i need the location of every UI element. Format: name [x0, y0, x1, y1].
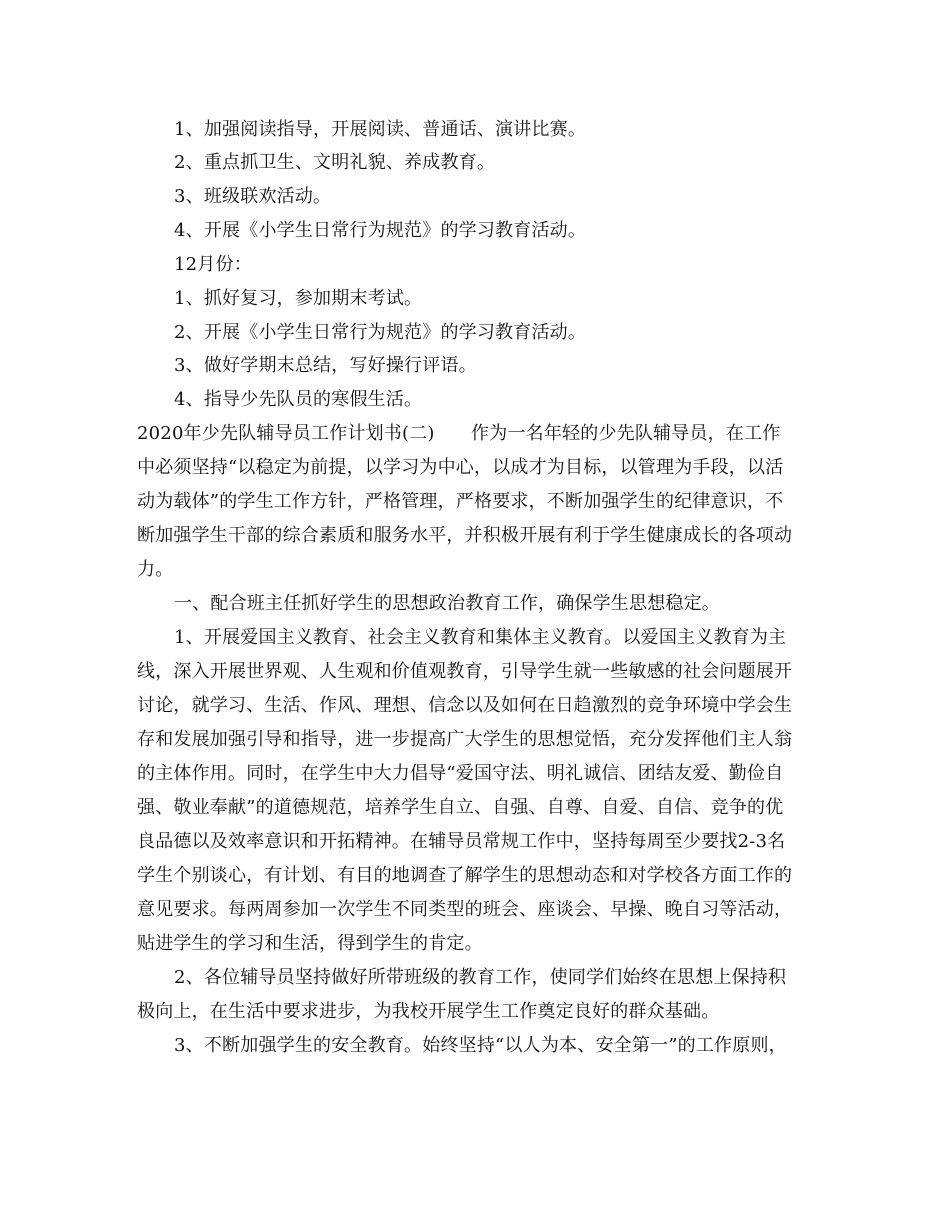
- plan-item-norms-education: 4、开展《小学生日常行为规范》的学习教育活动。: [174, 220, 587, 241]
- plan-item-winter-break: 4、指导少先队员的寒假生活。: [174, 389, 423, 410]
- body-text-line: 的主体作用。同时，在学生中大力倡导“爱国守法、明礼诚信、团结友爱、勤俭自: [137, 763, 784, 784]
- body-text-line: 力。: [137, 559, 174, 580]
- plan-title-line: 2020年少先队辅导员工作计划书(二) 作为一名年轻的少先队辅导员，在工作: [137, 423, 781, 444]
- body-text-line: 断加强学生干部的综合素质和服务水平，并积极开展有利于学生健康成长的各项动: [137, 525, 793, 546]
- body-text-line: 中必须坚持“以稳定为前提，以学习为中心，以成才为目标，以管理为手段，以活: [137, 457, 784, 478]
- plan-item-class-party: 3、班级联欢活动。: [174, 186, 332, 207]
- body-text-line: 强、敬业奉献”的道德规范，培养学生自立、自强、自尊、自爱、自信、竞争的优: [137, 797, 784, 818]
- plan-item-summary: 3、做好学期末总结，写好操行评语。: [174, 355, 477, 376]
- month-heading-december: 12月份：: [174, 254, 252, 275]
- plan-item-review: 1、抓好复习，参加期末考试。: [174, 288, 423, 309]
- body-text-line: 线，深入开展世界观、人生观和价值观教育，引导学生就一些敏感的社会问题展开: [137, 661, 793, 682]
- body-text-line: 1、开展爱国主义教育、社会主义教育和集体主义教育。以爱国主义教育为主: [174, 627, 787, 648]
- body-text-line: 讨论，就学习、生活、作风、理想、信念以及如何在日趋激烈的竞争环境中学会生: [137, 695, 793, 716]
- plan-item-hygiene: 2、重点抓卫生、文明礼貌、养成教育。: [174, 152, 496, 173]
- body-text-line: 存和发展加强引导和指导，进一步提高广大学生的思想觉悟，充分发挥他们主人翁: [137, 729, 793, 750]
- section-heading-one: 一、配合班主任抓好学生的思想政治教育工作，确保学生思想稳定。: [174, 593, 720, 614]
- body-text-line: 良品德以及效率意识和开拓精神。在辅导员常规工作中，坚持每周至少要找2-3名: [137, 831, 786, 852]
- body-text-line: 学生个别谈心，有计划、有目的地调查了解学生的思想动态和对学校各方面工作的: [137, 865, 793, 886]
- body-text-line: 2、各位辅导员坚持做好所带班级的教育工作，使同学们始终在思想上保持积: [174, 967, 787, 988]
- body-text-line: 3、不断加强学生的安全教育。始终坚持“以人为本、安全第一”的工作原则，: [174, 1035, 787, 1056]
- body-text-line: 贴进学生的学习和生活，得到学生的肯定。: [137, 933, 483, 954]
- plan-item-reading: 1、加强阅读指导，开展阅读、普通话、演讲比赛。: [174, 119, 587, 140]
- body-text-line: 动为载体”的学生工作方针，严格管理，严格要求，不断加强学生的纪律意识，不: [137, 491, 784, 512]
- plan-item-norms-education-2: 2、开展《小学生日常行为规范》的学习教育活动。: [174, 322, 587, 343]
- body-text-line: 极向上，在生活中要求进步，为我校开展学生工作奠定良好的群众基础。: [137, 1001, 720, 1022]
- body-text-line: 意见要求。每两周参加一次学生不同类型的班会、座谈会、早操、晚自习等活动，: [137, 899, 793, 920]
